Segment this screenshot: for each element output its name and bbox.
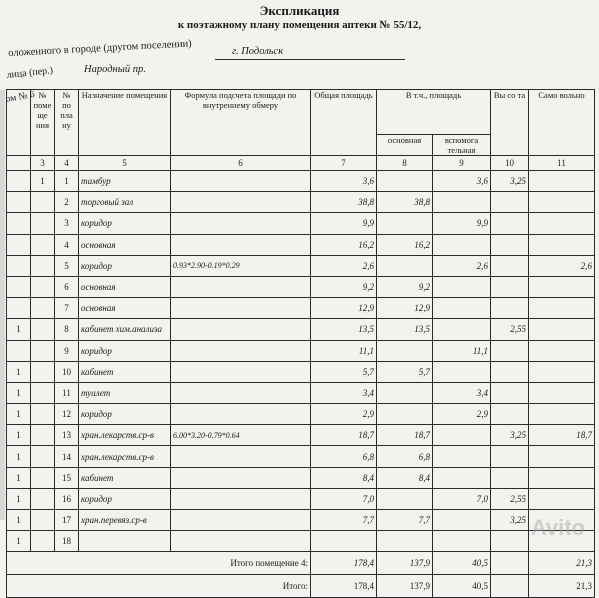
row-marker: [7, 340, 31, 361]
area-formula: [171, 531, 311, 552]
area-formula: [171, 340, 311, 361]
height: [491, 361, 529, 382]
table-row: [7, 467, 595, 488]
table-body: [7, 156, 595, 598]
room-number: [31, 255, 55, 276]
main-area: 8,4: [377, 467, 433, 488]
unauthorized-area: [529, 192, 595, 213]
plan-number: 9: [55, 340, 79, 361]
aux-area: 40,5: [433, 575, 491, 598]
column-number: 7: [311, 156, 377, 171]
total-area: 16,2: [311, 234, 377, 255]
aux-area: [433, 192, 491, 213]
plan-number: 8: [55, 319, 79, 340]
plan-number: 5: [55, 255, 79, 276]
col-header-room: № поме ще ния: [31, 90, 55, 156]
plan-number: 6: [55, 276, 79, 297]
row-marker: [7, 192, 31, 213]
room-name: основная: [79, 298, 171, 319]
row-marker: 1: [7, 319, 31, 340]
col-header-1: [7, 90, 31, 156]
height: [491, 404, 529, 425]
area-formula: [171, 446, 311, 467]
main-area: 6,8: [377, 446, 433, 467]
watermark: Avito: [530, 515, 585, 540]
total-area: 8,4: [311, 467, 377, 488]
area-formula: [171, 382, 311, 403]
height: [491, 467, 529, 488]
area-formula: [171, 404, 311, 425]
table-row: [7, 340, 595, 361]
room-number: 1: [31, 171, 55, 192]
main-area: 12,9: [377, 298, 433, 319]
room-number: [31, 192, 55, 213]
room-name: хран.перевяз.ср-в: [79, 510, 171, 531]
total-label: Итого:: [7, 575, 311, 598]
plan-number: 4: [55, 234, 79, 255]
unauthorized-area: [529, 467, 595, 488]
height: 3,25: [491, 171, 529, 192]
main-area: [377, 531, 433, 552]
room-name: основная: [79, 276, 171, 297]
area-formula: 6.00*3.20-0.79*0.64: [171, 425, 311, 446]
row-marker: [7, 213, 31, 234]
table-row: [7, 192, 595, 213]
col-header-height: Вы со та: [491, 90, 529, 156]
plan-number: 14: [55, 446, 79, 467]
column-number: 9: [433, 156, 491, 171]
plan-number: 2: [55, 192, 79, 213]
room-number: [31, 213, 55, 234]
aux-area: 3,6: [433, 171, 491, 192]
scan-edge-shadow: [0, 90, 5, 520]
room-name: коридор: [79, 340, 171, 361]
row-marker: 1: [7, 361, 31, 382]
room-name: туалет: [79, 382, 171, 403]
height: 3,25: [491, 510, 529, 531]
area-formula: [171, 467, 311, 488]
height: [491, 276, 529, 297]
city-underline: [215, 59, 405, 60]
room-number: [31, 234, 55, 255]
table-row: [7, 425, 595, 446]
total-area: 9,2: [311, 276, 377, 297]
room-number: [31, 382, 55, 403]
column-number: 5: [79, 156, 171, 171]
col-header-total: Общая площадь: [311, 90, 377, 156]
total-area: 3,6: [311, 171, 377, 192]
row-marker: [7, 276, 31, 297]
total-label: Итого помещение 4:: [7, 552, 311, 575]
room-name: коридор: [79, 404, 171, 425]
room-name: торговый зал: [79, 192, 171, 213]
main-area: [377, 255, 433, 276]
table-row: [7, 298, 595, 319]
total-area: 5,7: [311, 361, 377, 382]
room-number: [31, 361, 55, 382]
row-marker: [7, 171, 31, 192]
total-area: 12,9: [311, 298, 377, 319]
area-formula: [171, 488, 311, 509]
row-marker: 1: [7, 404, 31, 425]
unauthorized-area: 21,3: [529, 575, 595, 598]
city-value: г. Подольск: [232, 46, 284, 57]
total-area: 178,4: [311, 552, 377, 575]
table-row: [7, 361, 595, 382]
plan-number: 12: [55, 404, 79, 425]
area-formula: [171, 192, 311, 213]
house-label: ом № 6: [5, 89, 36, 105]
table-row: [7, 255, 595, 276]
row-marker: 1: [7, 382, 31, 403]
aux-area: [433, 446, 491, 467]
unauthorized-area: 18,7: [529, 425, 595, 446]
unauthorized-area: [529, 446, 595, 467]
height: [491, 382, 529, 403]
table-row: [7, 510, 595, 531]
height: [491, 446, 529, 467]
room-number: [31, 404, 55, 425]
main-area: [377, 340, 433, 361]
unauthorized-area: [529, 298, 595, 319]
aux-area: [433, 276, 491, 297]
plan-number: 7: [55, 298, 79, 319]
subtotal-row: [7, 552, 595, 575]
main-area: 7,7: [377, 510, 433, 531]
table-row: [7, 531, 595, 552]
total-area: 178,4: [311, 575, 377, 598]
aux-area: [433, 425, 491, 446]
unauthorized-area: [529, 234, 595, 255]
room-number: [31, 531, 55, 552]
row-marker: 1: [7, 488, 31, 509]
plan-number: 3: [55, 213, 79, 234]
height: [491, 552, 529, 575]
table-row: [7, 276, 595, 297]
unauthorized-area: [529, 276, 595, 297]
aux-area: [433, 467, 491, 488]
total-area: 3,4: [311, 382, 377, 403]
col-header-name: Назначение помещения: [79, 90, 171, 156]
document-subtitle: к поэтажному плану помещения аптеки № 55/12,: [177, 19, 422, 31]
column-number: 3: [31, 156, 55, 171]
unauthorized-area: [529, 382, 595, 403]
room-name: [79, 531, 171, 552]
total-area: 13,5: [311, 319, 377, 340]
room-number: [31, 276, 55, 297]
plan-number: 17: [55, 510, 79, 531]
main-area: 9,2: [377, 276, 433, 297]
area-formula: [171, 213, 311, 234]
plan-number: 10: [55, 361, 79, 382]
height: [491, 531, 529, 552]
room-number: [31, 319, 55, 340]
total-area: 6,8: [311, 446, 377, 467]
table-row: [7, 171, 595, 192]
main-area: [377, 213, 433, 234]
height: 2,55: [491, 488, 529, 509]
total-area: [311, 531, 377, 552]
area-formula: [171, 276, 311, 297]
aux-area: 3,4: [433, 382, 491, 403]
room-name: кабинет хим.анализа: [79, 319, 171, 340]
main-area: [377, 488, 433, 509]
room-name: хран.лекарств.ср-в: [79, 446, 171, 467]
room-number: [31, 510, 55, 531]
total-area: 2,9: [311, 404, 377, 425]
height: [491, 213, 529, 234]
total-area: 2,6: [311, 255, 377, 276]
aux-area: 9,9: [433, 213, 491, 234]
area-formula: [171, 234, 311, 255]
aux-area: 7,0: [433, 488, 491, 509]
plan-number: 18: [55, 531, 79, 552]
room-name: кабинет: [79, 361, 171, 382]
area-formula: [171, 298, 311, 319]
total-area: 11,1: [311, 340, 377, 361]
unauthorized-area: [529, 361, 595, 382]
table-row: [7, 319, 595, 340]
height: [491, 575, 529, 598]
height: [491, 298, 529, 319]
unauthorized-area: [529, 404, 595, 425]
table-row: [7, 488, 595, 509]
column-number: 4: [55, 156, 79, 171]
room-name: коридор: [79, 488, 171, 509]
room-name: тамбур: [79, 171, 171, 192]
document-title: Экспликация: [259, 3, 340, 18]
aux-area: [433, 361, 491, 382]
aux-area: 11,1: [433, 340, 491, 361]
col-header-main: основная: [377, 135, 433, 156]
aux-area: [433, 510, 491, 531]
main-area: [377, 382, 433, 403]
aux-area: 2,6: [433, 255, 491, 276]
unauthorized-area: [529, 213, 595, 234]
height: [491, 340, 529, 361]
column-number: [7, 156, 31, 171]
aux-area: 40,5: [433, 552, 491, 575]
main-area: 137,9: [377, 552, 433, 575]
column-number: 11: [529, 156, 595, 171]
main-area: [377, 171, 433, 192]
row-marker: [7, 298, 31, 319]
total-area: 38,8: [311, 192, 377, 213]
column-number: 10: [491, 156, 529, 171]
total-area: 18,7: [311, 425, 377, 446]
row-marker: [7, 255, 31, 276]
area-formula: [171, 319, 311, 340]
plan-number: 13: [55, 425, 79, 446]
height: 2,55: [491, 319, 529, 340]
main-area: [377, 404, 433, 425]
room-name: кабинет: [79, 467, 171, 488]
unauthorized-area: [529, 340, 595, 361]
plan-number: 15: [55, 467, 79, 488]
street-value: Народный пр.: [84, 64, 146, 75]
aux-area: 2,9: [433, 404, 491, 425]
col-header-aux: вспомога тельная: [433, 135, 491, 156]
row-marker: 1: [7, 446, 31, 467]
room-number: [31, 446, 55, 467]
plan-number: 11: [55, 382, 79, 403]
room-number: [31, 425, 55, 446]
column-number: 8: [377, 156, 433, 171]
height: [491, 192, 529, 213]
area-formula: [171, 510, 311, 531]
unauthorized-area: [529, 171, 595, 192]
unauthorized-area: [529, 319, 595, 340]
room-name: коридор: [79, 255, 171, 276]
aux-area: [433, 319, 491, 340]
aux-area: [433, 531, 491, 552]
height: [491, 255, 529, 276]
area-formula: 0.93*2.90-0.19*0.29: [171, 255, 311, 276]
total-area: 7,0: [311, 488, 377, 509]
row-marker: [7, 234, 31, 255]
col-header-formula: Формула подсчета площади по внутреннему обмеру: [171, 90, 311, 156]
room-number: [31, 340, 55, 361]
plan-number: 1: [55, 171, 79, 192]
row-marker: 1: [7, 531, 31, 552]
room-name: хран.лекарств.ср-в: [79, 425, 171, 446]
table-row: [7, 234, 595, 255]
col-header-incl: В т.ч., площадь: [377, 90, 491, 135]
col-header-plan-no: № по пла ну: [55, 90, 79, 156]
grand-total-row: [7, 575, 595, 598]
main-area: 16,2: [377, 234, 433, 255]
row-marker: 1: [7, 425, 31, 446]
row-marker: 1: [7, 467, 31, 488]
area-formula: [171, 171, 311, 192]
row-marker: 1: [7, 510, 31, 531]
col-header-unauthorized: Само вольно: [529, 90, 595, 156]
unauthorized-area: 2,6: [529, 255, 595, 276]
city-label: оложенного в городе (другом поселении): [8, 38, 192, 59]
room-number: [31, 488, 55, 509]
table-row: [7, 404, 595, 425]
table-row: [7, 446, 595, 467]
height: [491, 234, 529, 255]
total-area: 7,7: [311, 510, 377, 531]
column-number-row: [7, 156, 595, 171]
room-number: [31, 298, 55, 319]
unauthorized-area: 21,3: [529, 552, 595, 575]
main-area: 18,7: [377, 425, 433, 446]
total-area: 9,9: [311, 213, 377, 234]
plan-number: 16: [55, 488, 79, 509]
aux-area: [433, 234, 491, 255]
explication-table: [6, 89, 595, 598]
main-area: 38,8: [377, 192, 433, 213]
table-row: [7, 382, 595, 403]
column-number: 6: [171, 156, 311, 171]
room-name: коридор: [79, 213, 171, 234]
room-name: основная: [79, 234, 171, 255]
street-label: лица (пер.): [6, 65, 54, 81]
main-area: 5,7: [377, 361, 433, 382]
main-area: 13,5: [377, 319, 433, 340]
area-formula: [171, 361, 311, 382]
unauthorized-area: [529, 488, 595, 509]
aux-area: [433, 298, 491, 319]
room-number: [31, 467, 55, 488]
table-row: [7, 213, 595, 234]
main-area: 137,9: [377, 575, 433, 598]
height: 3,25: [491, 425, 529, 446]
